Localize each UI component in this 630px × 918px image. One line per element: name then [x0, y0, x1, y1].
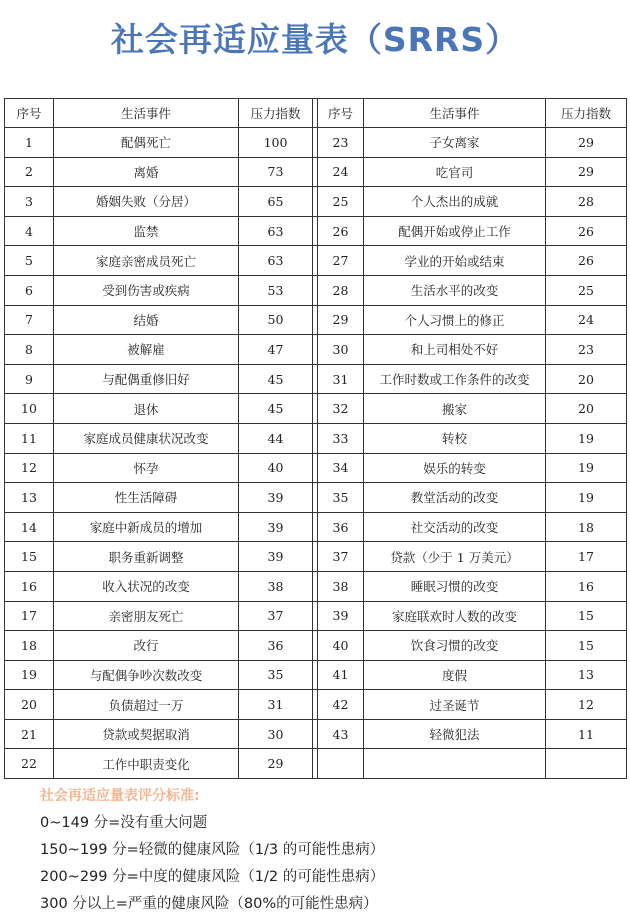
cell-event: 性生活障碍 — [54, 483, 239, 513]
cell-score: 23 — [546, 335, 627, 365]
cell-event: 家庭成员健康状况改变 — [54, 423, 239, 453]
cell-no: 40 — [318, 631, 364, 661]
cell-score: 40 — [239, 453, 313, 483]
table-row — [5, 749, 627, 779]
cell-no: 20 — [5, 690, 54, 720]
cell-event: 退休 — [54, 394, 239, 424]
cell-no: 17 — [5, 601, 54, 631]
cell-event: 亲密朋友死亡 — [54, 601, 239, 631]
cell-no: 16 — [5, 571, 54, 601]
cell-event: 睡眠习惯的改变 — [364, 571, 546, 601]
header-score: 压力指数 — [546, 99, 627, 128]
cell-no: 30 — [318, 335, 364, 365]
cell-score: 28 — [546, 187, 627, 217]
cell-no: 25 — [318, 187, 364, 217]
header-event: 生活事件 — [364, 99, 546, 128]
cell-no: 37 — [318, 542, 364, 572]
cell-no: 19 — [5, 660, 54, 690]
cell-no: 15 — [5, 542, 54, 572]
cell-no: 24 — [318, 157, 364, 187]
cell-score: 39 — [239, 512, 313, 542]
cell-score: 53 — [239, 275, 313, 305]
table-row — [5, 128, 627, 158]
cell-score: 44 — [239, 423, 313, 453]
cell-event: 学业的开始或结束 — [364, 246, 546, 276]
cell-event: 配偶死亡 — [54, 128, 239, 158]
cell-score: 38 — [239, 571, 313, 601]
srrs-table — [4, 98, 627, 779]
cell-score: 13 — [546, 660, 627, 690]
table-row — [5, 187, 627, 217]
legend-line: 0~149 分=没有重大问题 — [40, 815, 208, 831]
cell-score: 26 — [546, 246, 627, 276]
table-row — [5, 660, 627, 690]
cell-event: 吃官司 — [364, 157, 546, 187]
table-row — [5, 690, 627, 720]
cell-no: 38 — [318, 571, 364, 601]
cell-no: 2 — [5, 157, 54, 187]
cell-score: 65 — [239, 187, 313, 217]
table-row — [5, 571, 627, 601]
cell-no: 28 — [318, 275, 364, 305]
cell-score: 19 — [546, 483, 627, 513]
cell-score: 29 — [546, 128, 627, 158]
page-title: 社会再适应量表（SRRS） — [110, 20, 520, 59]
cell-event: 贷款或契据取消 — [54, 719, 239, 749]
cell-no: 33 — [318, 423, 364, 453]
table-body — [5, 128, 627, 779]
cell-score: 45 — [239, 364, 313, 394]
cell-score: 12 — [546, 690, 627, 720]
cell-event: 个人杰出的成就 — [364, 187, 546, 217]
table-row — [5, 216, 627, 246]
cell-event: 婚姻失败（分居） — [54, 187, 239, 217]
scoring-legend — [40, 784, 384, 918]
table-row — [5, 157, 627, 187]
cell-no: 22 — [5, 749, 54, 779]
cell-event: 过圣诞节 — [364, 690, 546, 720]
cell-no: 9 — [5, 364, 54, 394]
cell-event: 家庭亲密成员死亡 — [54, 246, 239, 276]
cell-event: 娱乐的转变 — [364, 453, 546, 483]
cell-score: 18 — [546, 512, 627, 542]
cell-score: 36 — [239, 631, 313, 661]
cell-score: 29 — [546, 157, 627, 187]
cell-no: 5 — [5, 246, 54, 276]
table-row — [5, 512, 627, 542]
table-row — [5, 483, 627, 513]
cell-no: 3 — [5, 187, 54, 217]
cell-no: 27 — [318, 246, 364, 276]
cell-score: 37 — [239, 601, 313, 631]
legend-title: 社会再适应量表评分标准: — [40, 788, 200, 804]
cell-event: 与配偶争吵次数改变 — [54, 660, 239, 690]
cell-event: 生活水平的改变 — [364, 275, 546, 305]
cell-no: 4 — [5, 216, 54, 246]
cell-event: 和上司相处不好 — [364, 335, 546, 365]
cell-no: 13 — [5, 483, 54, 513]
cell-no: 6 — [5, 275, 54, 305]
cell-no: 12 — [5, 453, 54, 483]
cell-score: 50 — [239, 305, 313, 335]
cell-score: 15 — [546, 601, 627, 631]
legend-line: 150~199 分=轻微的健康风险（1/3 的可能性患病） — [40, 842, 385, 858]
cell-score: 35 — [239, 660, 313, 690]
empty-cell — [318, 749, 364, 779]
header-no: 序号 — [5, 99, 54, 128]
cell-score: 39 — [239, 542, 313, 572]
header-score: 压力指数 — [239, 99, 313, 128]
cell-event: 怀孕 — [54, 453, 239, 483]
cell-no: 7 — [5, 305, 54, 335]
cell-event: 结婚 — [54, 305, 239, 335]
cell-event: 社交活动的改变 — [364, 512, 546, 542]
cell-no: 10 — [5, 394, 54, 424]
table-row — [5, 453, 627, 483]
cell-score: 20 — [546, 394, 627, 424]
cell-event: 教堂活动的改变 — [364, 483, 546, 513]
cell-event: 监禁 — [54, 216, 239, 246]
header-event: 生活事件 — [54, 99, 239, 128]
cell-event: 轻微犯法 — [364, 719, 546, 749]
table-header-row — [5, 99, 627, 128]
cell-no: 42 — [318, 690, 364, 720]
cell-score: 73 — [239, 157, 313, 187]
cell-event: 负债超过一万 — [54, 690, 239, 720]
cell-event: 与配偶重修旧好 — [54, 364, 239, 394]
cell-score: 17 — [546, 542, 627, 572]
cell-score: 26 — [546, 216, 627, 246]
cell-no: 8 — [5, 335, 54, 365]
table-row — [5, 335, 627, 365]
cell-event: 改行 — [54, 631, 239, 661]
table-row — [5, 631, 627, 661]
cell-score: 63 — [239, 246, 313, 276]
cell-score: 15 — [546, 631, 627, 661]
cell-score: 20 — [546, 364, 627, 394]
cell-event: 家庭中新成员的增加 — [54, 512, 239, 542]
cell-no: 39 — [318, 601, 364, 631]
cell-event: 受到伤害或疾病 — [54, 275, 239, 305]
cell-score: 11 — [546, 719, 627, 749]
cell-score: 100 — [239, 128, 313, 158]
table-row — [5, 305, 627, 335]
cell-no: 36 — [318, 512, 364, 542]
table-row — [5, 542, 627, 572]
cell-score: 25 — [546, 275, 627, 305]
cell-score: 30 — [239, 719, 313, 749]
cell-score: 47 — [239, 335, 313, 365]
cell-no: 14 — [5, 512, 54, 542]
header-no: 序号 — [318, 99, 364, 128]
cell-event: 子女离家 — [364, 128, 546, 158]
cell-no: 26 — [318, 216, 364, 246]
legend-line: 200~299 分=中度的健康风险（1/2 的可能性患病） — [40, 869, 385, 885]
cell-no: 35 — [318, 483, 364, 513]
empty-cell — [364, 749, 546, 779]
table-row — [5, 601, 627, 631]
cell-event: 配偶开始或停止工作 — [364, 216, 546, 246]
cell-no: 31 — [318, 364, 364, 394]
cell-score: 39 — [239, 483, 313, 513]
cell-no: 34 — [318, 453, 364, 483]
table-row — [5, 394, 627, 424]
cell-no: 41 — [318, 660, 364, 690]
cell-score: 24 — [546, 305, 627, 335]
empty-cell — [546, 749, 627, 779]
cell-event: 搬家 — [364, 394, 546, 424]
cell-event: 贷款（少于 1 万美元） — [364, 542, 546, 572]
cell-no: 23 — [318, 128, 364, 158]
cell-event: 转校 — [364, 423, 546, 453]
cell-event: 离婚 — [54, 157, 239, 187]
table-row — [5, 275, 627, 305]
table-row — [5, 246, 627, 276]
cell-event: 被解雇 — [54, 335, 239, 365]
cell-event: 工作中职责变化 — [54, 749, 239, 779]
cell-score: 45 — [239, 394, 313, 424]
cell-event: 度假 — [364, 660, 546, 690]
cell-no: 1 — [5, 128, 54, 158]
table-row — [5, 423, 627, 453]
cell-event: 家庭联欢时人数的改变 — [364, 601, 546, 631]
cell-event: 工作时数或工作条件的改变 — [364, 364, 546, 394]
cell-no: 18 — [5, 631, 54, 661]
cell-event: 收入状况的改变 — [54, 571, 239, 601]
cell-score: 16 — [546, 571, 627, 601]
cell-score: 63 — [239, 216, 313, 246]
cell-event: 饮食习惯的改变 — [364, 631, 546, 661]
cell-score: 29 — [239, 749, 313, 779]
cell-score: 19 — [546, 423, 627, 453]
legend-line: 300 分以上=严重的健康风险（80%的可能性患病） — [40, 896, 378, 912]
cell-no: 43 — [318, 719, 364, 749]
cell-score: 19 — [546, 453, 627, 483]
table-row — [5, 719, 627, 749]
cell-score: 31 — [239, 690, 313, 720]
cell-event: 职务重新调整 — [54, 542, 239, 572]
cell-no: 32 — [318, 394, 364, 424]
cell-no: 11 — [5, 423, 54, 453]
cell-event: 个人习惯上的修正 — [364, 305, 546, 335]
table-row — [5, 364, 627, 394]
cell-no: 29 — [318, 305, 364, 335]
cell-no: 21 — [5, 719, 54, 749]
